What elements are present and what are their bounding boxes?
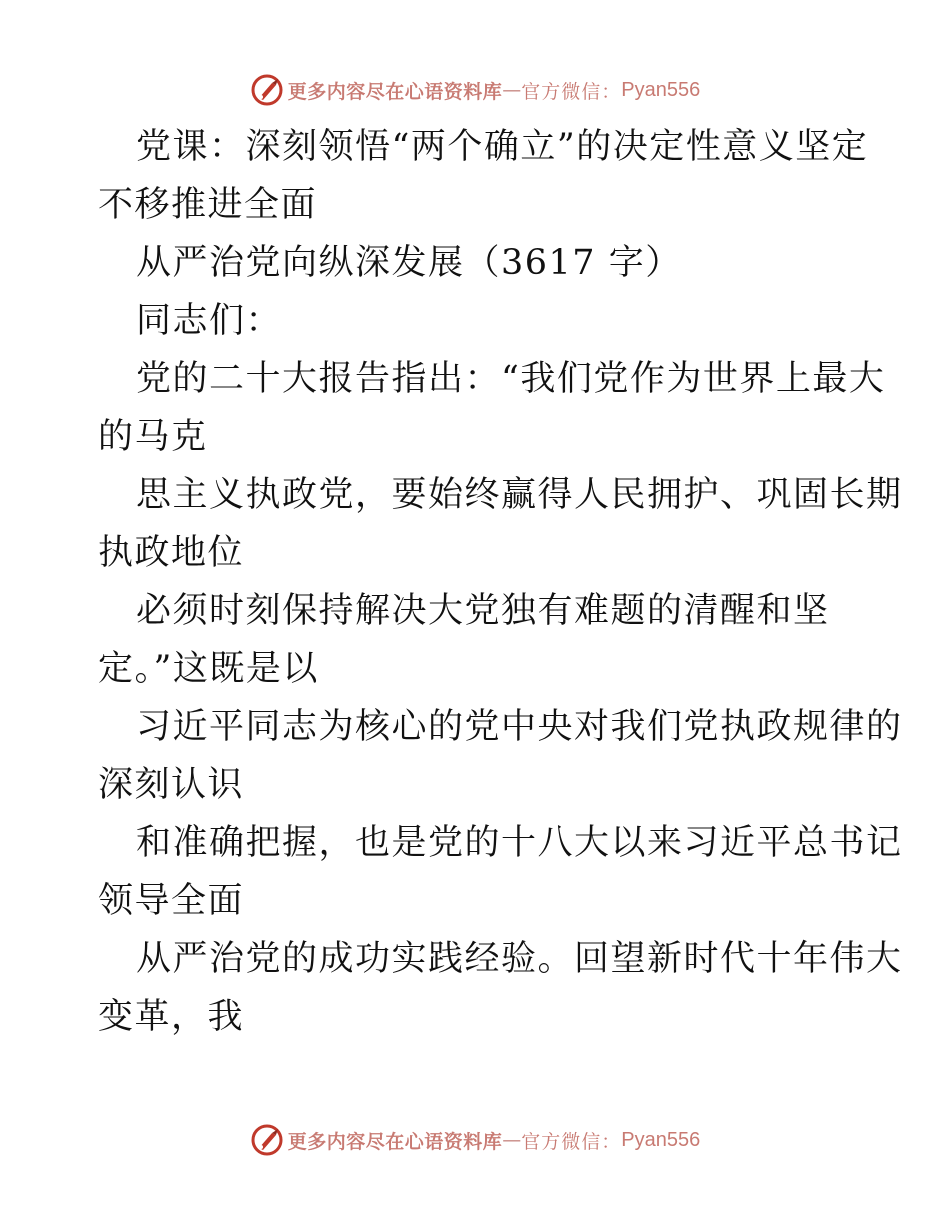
document-line: 习近平同志为核心的党中央对我们党执政规律的 bbox=[136, 707, 903, 747]
watermark-wechat-label: 官方微信： bbox=[521, 80, 622, 103]
document-line: 同志们： bbox=[136, 301, 283, 341]
watermark-brand-text: 更多内容尽在心语资料库 bbox=[287, 80, 503, 103]
watermark-wechat-label: 官方微信： bbox=[521, 1130, 622, 1153]
document-line: 执政地位 bbox=[98, 533, 245, 573]
watermark-separator: — bbox=[502, 79, 522, 101]
document-line: 和准确把握，也是党的十八大以来习近平总书记 bbox=[136, 823, 903, 863]
document-line: 不移推进全面 bbox=[98, 185, 318, 225]
quill-pen-logo-icon bbox=[250, 73, 284, 107]
document-line: 从严治党向纵深发展（3617 字） bbox=[136, 243, 682, 283]
document-line: 的马克 bbox=[98, 417, 208, 457]
document-body bbox=[98, 118, 903, 1046]
document-line: 定。”这既是以 bbox=[98, 649, 319, 689]
watermark-wechat-id: Pyan556 bbox=[621, 78, 701, 101]
document-line: 党的二十大报告指出：“我们党作为世界上最大 bbox=[136, 359, 886, 399]
document-line: 领导全面 bbox=[98, 881, 245, 921]
watermark-separator: — bbox=[502, 1129, 522, 1151]
document-line: 深刻认识 bbox=[98, 765, 245, 805]
document-line: 必须时刻保持解决大党独有难题的清醒和坚 bbox=[136, 591, 830, 631]
document-line: 变革，我 bbox=[98, 997, 245, 1037]
quill-pen-logo-icon bbox=[250, 1123, 284, 1157]
document-line: 思主义执政党，要始终赢得人民拥护、巩固长期 bbox=[136, 475, 903, 515]
footer-watermark bbox=[0, 1120, 950, 1160]
document-line: 党课：深刻领悟“两个确立”的决定性意义坚定 bbox=[136, 127, 869, 167]
watermark-brand-text: 更多内容尽在心语资料库 bbox=[287, 1130, 503, 1153]
document-line: 从严治党的成功实践经验。回望新时代十年伟大 bbox=[136, 939, 903, 979]
header-watermark bbox=[0, 70, 950, 110]
watermark-wechat-id: Pyan556 bbox=[621, 1128, 701, 1151]
